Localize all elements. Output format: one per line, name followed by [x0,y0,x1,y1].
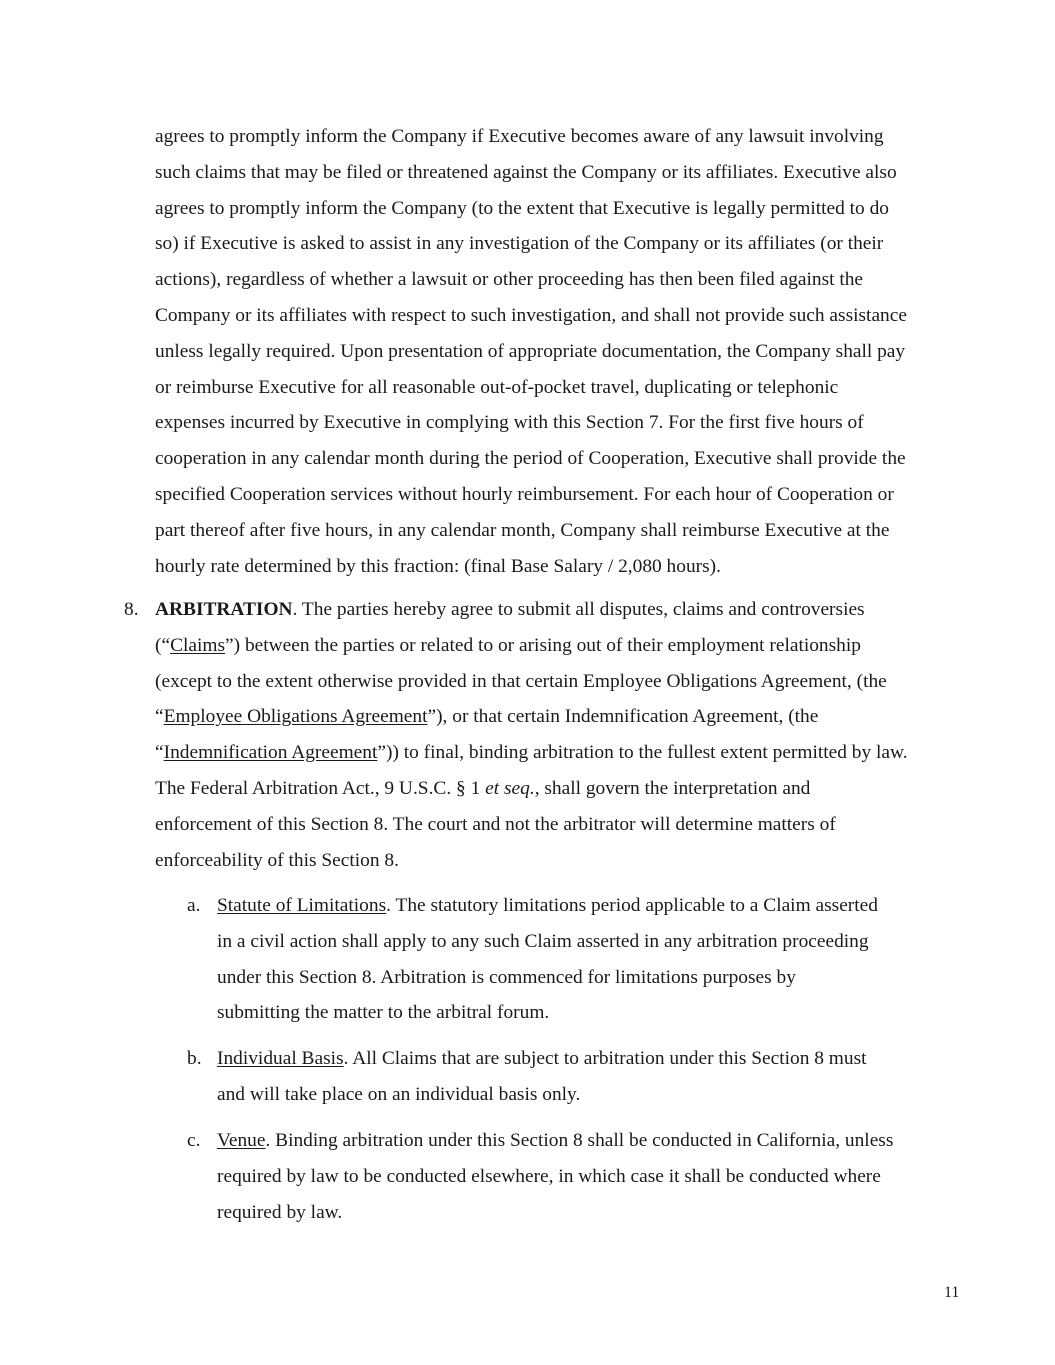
text-span: “ [155,706,164,728]
text-line: enforceability of this Section 8. [155,849,399,871]
text-line [155,735,985,771]
text-line: so) if Executive is asked to assist in any investigation of the Company or its affiliates (or their [155,233,884,255]
subsection-a-letter: a. [187,895,201,916]
subsection-c-letter: c. [187,1130,201,1151]
defined-term-employee-obligations-agreement: Employee Obligations Agreement [163,706,428,728]
text-line: required by law. [217,1201,343,1223]
text-span: . The parties hereby agree to submit all disputes, claims and controversies [292,599,865,620]
text-line: required by law to be conducted elsewhere, in which case it shall be conducted where [217,1165,881,1187]
text-line: (except to the extent otherwise provided in that certain Employee Obligations Agreement, (the [155,670,887,692]
text-span: . All Claims that are subject to arbitration under this Section 8 must [343,1048,867,1069]
text-span: ”)) to final, binding arbitration to the fullest extent permitted by law. [377,742,908,764]
text-line: submitting the matter to the arbitral forum. [217,1002,550,1024]
subsection-b-title: Individual Basis [217,1048,344,1069]
text-line: Company or its affiliates with respect to such investigation, and shall not provide such assistance [155,304,907,326]
text-span: . The statutory limitations period applicable to a Claim asserted [386,895,878,916]
section-7-continuation [155,119,985,584]
subsection-c-title: Venue [217,1130,266,1151]
text-line: under this Section 8. Arbitration is commenced for limitations purposes by [217,966,796,988]
subsection-b-letter: b. [187,1048,202,1069]
text-line: actions), regardless of whether a lawsuit or other proceeding has then been filed against the [155,269,864,291]
text-line: agrees to promptly inform the Company (to the extent that Executive is legally permitted to do [155,197,889,219]
text-span: “ [155,742,164,764]
text-line: such claims that may be filed or threatened against the Company or its affiliates. Executive also [155,161,897,183]
text-line: part thereof after five hours, in any calendar month, Company shall reimburse Executive at the [155,519,890,541]
text-line [155,771,985,807]
text-line [155,699,985,735]
italic-et-seq: et seq. [485,777,535,799]
section-8-body [155,592,985,878]
subsection-c-body [217,1123,987,1230]
text-line [155,628,985,664]
text-span: ”), or that certain Indemnification Agreement, (the [427,706,819,728]
section-8-heading: ARBITRATION [155,599,293,620]
defined-term-indemnification-agreement: Indemnification Agreement [163,742,378,764]
subsection-a-body [217,888,987,1031]
defined-term-claims: Claims [170,634,226,656]
page-number: 11 [944,1284,960,1301]
text-line [217,888,987,924]
text-line: agrees to promptly inform the Company if Executive becomes aware of any lawsuit involving [155,126,884,147]
subsection-a-title: Statute of Limitations [217,895,387,916]
section-8-number: 8. [124,599,139,620]
text-line [155,592,985,628]
text-span: ”) between the parties or related to or arising out of their employment relationship [225,634,861,656]
text-line: unless legally required. Upon presentation of appropriate documentation, the Company shall pay [155,340,906,362]
text-span: . Binding arbitration under this Section 8 shall be conducted in California, unless [265,1130,894,1151]
text-line: cooperation in any calendar month during the period of Cooperation, Executive shall provide the [155,448,906,470]
text-span: The Federal Arbitration Act., 9 U.S.C. § 1 [155,777,486,799]
text-span: , shall govern the interpretation and [534,777,811,799]
text-line: expenses incurred by Executive in complying with this Section 7. For the first five hours of [155,412,864,434]
text-line: hourly rate determined by this fraction: (final Base Salary / 2,080 hours). [155,555,721,577]
text-line [217,1041,987,1077]
text-line [217,1123,987,1159]
text-line: or reimburse Executive for all reasonable out-of-pocket travel, duplicating or telephonic [155,376,839,398]
subsection-b-body [217,1041,987,1113]
text-line: specified Cooperation services without hourly reimbursement. For each hour of Cooperation or [155,483,894,505]
text-line: enforcement of this Section 8. The court and not the arbitrator will determine matters of [155,813,836,835]
text-line: in a civil action shall apply to any such Claim asserted in any arbitration proceeding [217,930,869,952]
text-span: (“ [155,634,171,656]
text-line: and will take place on an individual basis only. [217,1083,581,1105]
